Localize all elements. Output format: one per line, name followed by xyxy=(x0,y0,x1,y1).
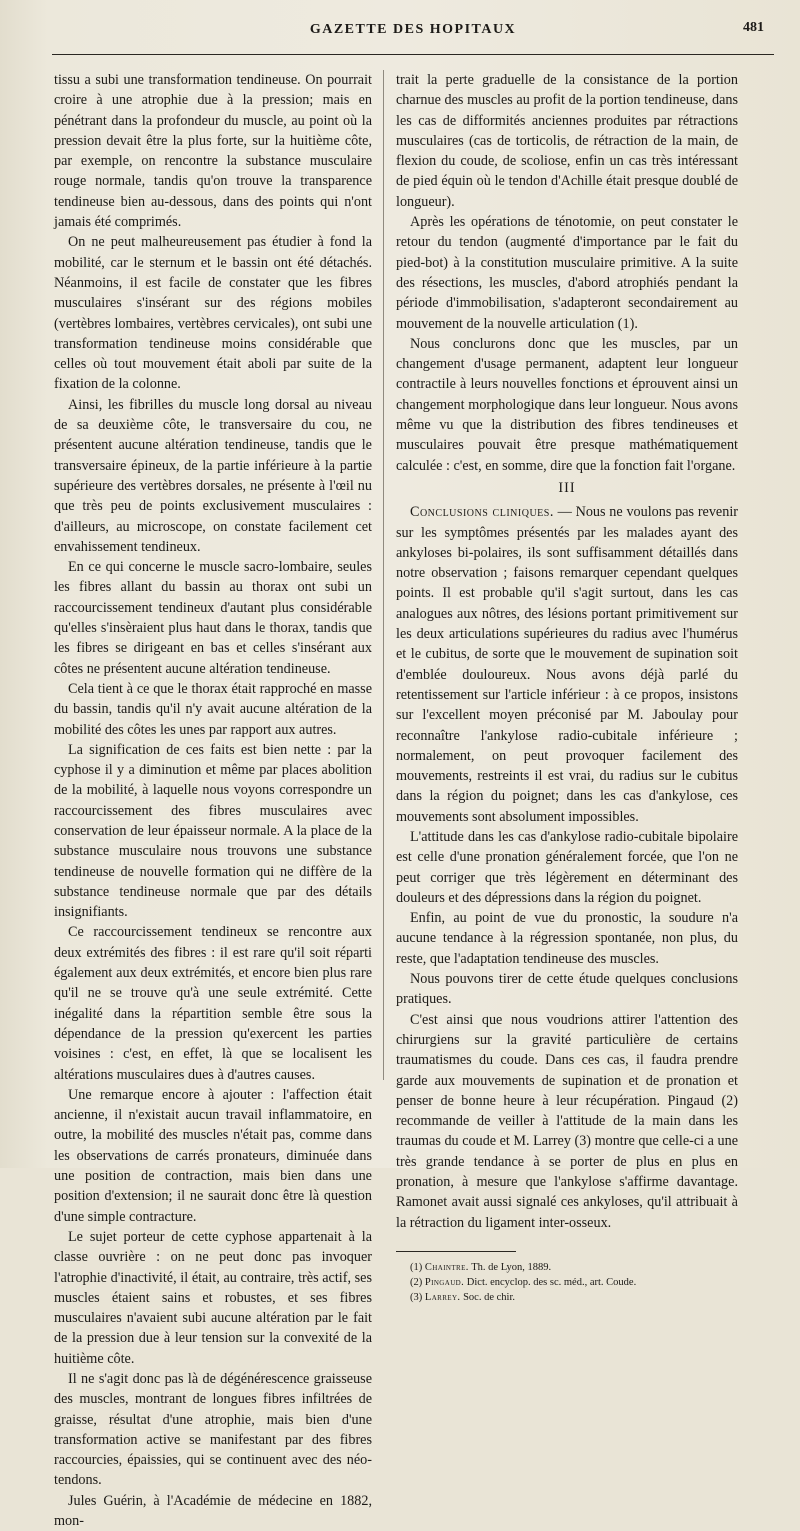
paragraph: C'est ainsi que nous voudrions attirer l'attention des chirurgiens sur la gravité particulière de certains traumatismes du coude. Dans ces cas, il faudra prendre garde aux mouvements de supination et de pronation et penser de bonne heure à leur récupération. Pingaud (2) recommande de veiller à l'attitude de la main dans les traumas du coude et M. Larrey (3) montre que celle-ci a une très grande tendance à se porter de plus en plus en pronation, à mesure que l'ankylose s'affirme davantage. Ramonet avait aussi signalé ces ankyloses, qu'il attribuait à la rétraction du ligament inter-osseux. xyxy=(396,1011,738,1231)
paragraph: En ce qui concerne le muscle sacro-lombaire, seules les fibres allant du bassin au thorax ont subi un raccourcissement tendineux d'autant plus considérable qu'elles s'insèraient plus haut dans le thorax, tandis que les fibres se dirigeant en bas et celles s'insérant aux côtes ne présentent aucune altération tendineuse. xyxy=(54,559,372,677)
footnote-marker: (1) xyxy=(410,1261,423,1273)
paragraph: Jules Guérin, à l'Académie de médecine en 1882, mon- xyxy=(54,1492,372,1530)
page-number: 481 xyxy=(743,20,764,35)
paragraph: La signification de ces faits est bien nette : par la cyphose il y a diminution et même par places abolition de la mobilité, à laquelle nous voyons correspondre un raccourcissement des fibres musculaires avec conservation de leur épaisseur normale. A la place de la substance musculaire nous trouvons une substance tendineuse de nouvelle formation qui ne diffère de la substance tendineuse normale que par des détails insignifiants. xyxy=(54,741,372,921)
footnote-text: Th. de Lyon, 1889. xyxy=(468,1261,552,1273)
page-header xyxy=(52,22,774,44)
right-column xyxy=(396,70,738,1305)
footnote-marker: (2) xyxy=(410,1276,423,1288)
footnote-text: Dict. encyclop. des sc. méd., art. Coude. xyxy=(464,1276,637,1288)
paragraph: L'attitude dans les cas d'ankylose radio-cubitale bipolaire est celle d'une pronation généralement forcée, que l'on ne peut corriger que très légèrement en déterminant des douleurs et des dépressions dans la région du poignet. xyxy=(396,828,738,906)
running-title: GAZETTE DES HOPITAUX xyxy=(309,22,517,37)
footnote xyxy=(396,1260,738,1275)
section-number: III xyxy=(558,479,576,496)
paragraph: Cela tient à ce que le thorax était rapproché en masse du bassin, tandis qu'il n'y avait aucune altération de la mobilité des côtes les unes par rapport aux autres. xyxy=(54,680,372,738)
paragraph: Enfin, au point de vue du pronostic, la soudure n'a aucune tendance à la régression spontanée, non plus, du reste, que l'adaptation tendineuse des muscles. xyxy=(396,910,738,967)
paragraph: Le sujet porteur de cette cyphose appartenait à la classe ouvrière : on ne peut donc pas invoquer l'atrophie d'inactivité, il était, au contraire, très actif, ses muscles étaient sains et robustes, et ses fibres musculaires n'avaient subi aucune altération par le fait de la pression due à leur tension sur la convexité de la huitième côte. xyxy=(54,1228,372,1367)
paragraph: Une remarque encore à ajouter : l'affection était ancienne, il n'existait aucun travail inflammatoire, en outre, la mobilité des muscles n'était pas, comme dans les observations de carrés pronateurs, diminuée dans une position de contraction, mais bien dans une position d'extension; il ne saurait donc être là question d'une simple contracture. xyxy=(54,1086,372,1225)
footnote xyxy=(396,1290,738,1305)
paragraph: Ainsi, les fibrilles du muscle long dorsal au niveau de sa deuxième côte, le transversaire du cou, ne présentent aucune altération tendineuse, tandis que le transversaire épineux, de la partie inférieure à la partie supérieure des vertèbres dorsales, ne présente à l'œil nu que très peu de points exclusivement musculaires : d'ailleurs, au microscope, on constate facilement cet envahissement tendineux. xyxy=(54,396,372,555)
paragraph: tissu a subi une transformation tendineuse. On pourrait croire à une atrophie due à la pression; mais en pénétrant dans la profondeur du muscle, au point où la pression devait être la plus forte, sur la huitième côte, par exemple, on rencontre la substance musculaire rouge normale, tandis qu'on trouve la transparence tendineuse bien au-dessous, dans des points qui n'ont jamais été comprimés. xyxy=(54,72,372,231)
conclusions-text: — Nous ne voulons pas revenir sur les symptômes présentés par les malades ayant des ankyloses bi-polaires, ils sont suffisamment détaillés dans notre observation ; faisons remarquer cependant quelques points. Il est probable qu'il s'agit surtout, dans les cas analogues aux nôtres, des lésions portant primitivement sur les deux articulations supérieures du radius avec l'humérus et le cubitus, de sorte que le mouvement de supination soit d'emblée douloureux. Nous avons déjà parlé du retentissement sur l'article inférieur : à ce propos, insistons sur l'excellent moyen préconisé par M. Jaboulay pour reconnaître l'ankylose radio-cubitale inférieure ; normalement, on peut provoquer facilement des mouvements, restreints il est vrai, du radius sur le cubitus dans la région du poignet; dans les cas d'ankylose, ces mouvements sont absolument impossibles. xyxy=(396,504,738,825)
paragraph: Ce raccourcissement tendineux se rencontre aux deux extrémités des fibres : il est rare qu'il soit réparti également aux deux extrémités, et encore bien plus rare qu'il ne se trouve qu'à une seule extrémité. Cette inégalité dans la répartition semble être sous la dépendance de la pression qu'exercent les parties voisines : c'est, en effet, là que se localisent les altérations musculaires dues à d'autres causes. xyxy=(54,924,372,1083)
paragraph: On ne peut malheureusement pas étudier à fond la mobilité, car le sternum et le bassin ont été détachés. Néanmoins, il est facile de constater que les fibres musculaires s'insérant sur des régions mobiles (vertèbres lombaires, vertèbres cervicales), ont subi une transformation tendineuse moins considérable que celles où tout mouvement était aboli par suite de la fixation de la colonne. xyxy=(54,234,372,393)
paragraph: Après les opérations de ténotomie, on peut constater le retour du tendon (augmenté d'importance par le fait du pied-bot) à la constitution musculaire primitive. A la suite des résections, les muscles, d'abord atrophiés pendant la période d'immobilisation, s'adapteront secondairement au mouvement de la nouvelle articulation (1). xyxy=(396,214,738,332)
paragraph: Nous conclurons donc que les muscles, par un changement d'usage permanent, adaptent leur longueur contractile à leurs nouvelles fonctions et éprouvent ainsi un changement morphologique dans leur longueur. Nous avons même vu que la distribution des fibres tendineuses et musculaires pouvait être presque mathématiquement calculée : c'est, en somme, dire que la fonction fait l'organe. xyxy=(396,335,738,474)
left-column xyxy=(54,70,372,1531)
footnote-author: Chaintre. xyxy=(424,1261,469,1273)
conclusions-paragraph xyxy=(396,502,738,827)
column-divider xyxy=(383,70,384,1080)
footnote-author: Pingaud. xyxy=(424,1276,465,1288)
paragraph: Nous pouvons tirer de cette étude quelques conclusions pratiques. xyxy=(396,971,738,1008)
footnote-rule xyxy=(396,1251,516,1252)
footnote-author: Larrey. xyxy=(424,1291,461,1303)
footnote-marker: (3) xyxy=(410,1291,423,1303)
header-rule xyxy=(52,54,774,55)
paragraph: trait la perte graduelle de la consistance de la portion charnue des muscles au profit de la portion tendineuse, dans les cas de difformités anciennes produites par rétractions musculaires (cas de torticolis, de rétraction de la main, de flexion du coude, de scoliose, enfin un cas très intéressant de pied équin où le tendon d'Achille était presque doublé de longueur). xyxy=(396,72,738,210)
paragraph: Il ne s'agit donc pas là de dégénérescence graisseuse des muscles, montrant de longues fibres infiltrées de graisse, résultat d'une atrophie, mais bien d'une transformation active se manifestant par des fibres raccourcies, épaissies, qui se continuent avec des néo-tendons. xyxy=(54,1371,372,1489)
footnote-text: Soc. de chir. xyxy=(460,1291,515,1303)
footnote xyxy=(396,1275,738,1290)
footnotes xyxy=(396,1260,738,1305)
conclusions-heading: Conclusions cliniques. xyxy=(410,504,554,521)
